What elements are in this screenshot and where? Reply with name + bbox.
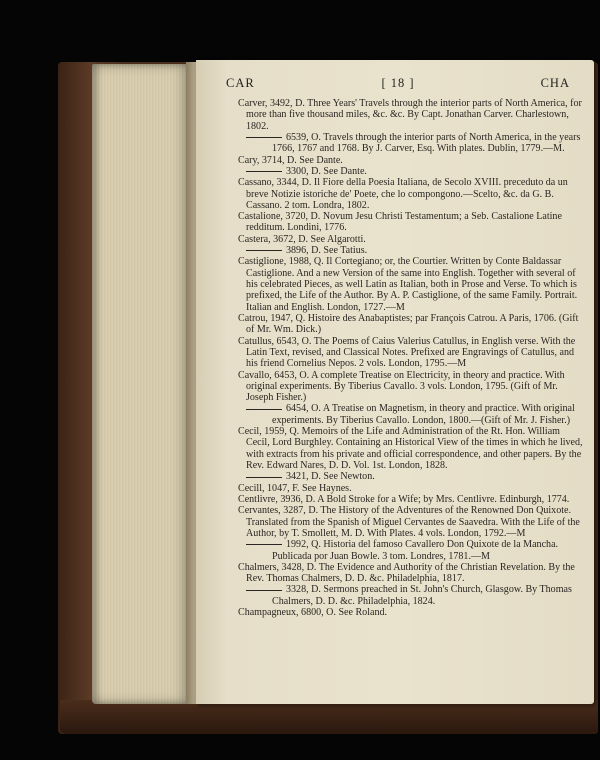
entry-text: 3896, D. See Tatius. [286,245,368,257]
catalog-entry-continuation [238,132,584,155]
catalog-entries [238,98,584,618]
entry-text: Castiglione, 1988, Q. Il Cortegiano; or, the Courtier. Written by Conte Baldassar Castiglione. And a new Version of the same into English. Together with several of his celebrated Pieces, as well Latin as Italian, both in Prose and Verse. To which is prefixed, the Life of the Author. By A. P. Castiglione, of the same Family. Portrait. Italian and English. London, 1727.—M [238,256,578,313]
ditto-rule [246,544,282,545]
entry-text: Champagneux, 6800, O. See Roland. [238,607,388,619]
entry-text: 3421, D. See Newton. [286,471,375,483]
ditto-rule [246,477,282,478]
page-header [226,76,570,94]
entry-text: Cecill, 1047, F. See Haynes. [238,482,352,494]
catalog-entry-continuation [238,584,584,607]
entry-text: 6539, O. Travels through the interior parts of North America, in the years 1766, 1767 and 1768. By J. Carver, Esq. With plates. Dublin, 1779.—M. [272,131,581,155]
catalog-entry [238,155,584,166]
catalog-entry [238,313,584,336]
ditto-rule [246,590,282,591]
ditto-rule [246,250,282,251]
catalog-entry [238,607,584,618]
catalog-entry [238,370,584,404]
catalog-entry [238,211,584,234]
entry-text: Centlivre, 3936, D. A Bold Stroke for a Wife; by Mrs. Centlivre. Edinburgh, 1774. [238,493,570,505]
entry-text: 3300, D. See Dante. [286,165,367,177]
catalog-entry [238,483,584,494]
entry-text: Cary, 3714, D. See Dante. [238,154,343,166]
catalog-entry-continuation [238,245,584,256]
catalog-entry [238,234,584,245]
catalog-entry-continuation [238,471,584,482]
entry-text: 3328, D. Sermons preached in St. John's Church, Glasgow. By Thomas Chalmers, D. D. &c. Philadelphia, 1824. [272,584,572,607]
entry-text: Cervantes, 3287, D. The History of the Adventures of the Renowned Don Quixote. Translated from the Spanish of Miguel Cervantes de Saavedra. With the Life of the Author, by T. Smollett, M. D. With Plates. 4 vols. London, 1792.—M [238,505,580,539]
entry-text: Cavallo, 6453, O. A complete Treatise on Electricity, in theory and practice. With original experiments. By Tiberius Cavallo. 3 vols. London, 1795. (Gift of Mr. Joseph Fisher.) [238,369,565,404]
entry-text: Castalione, 3720, D. Novum Jesu Christi Testamentum; a Seb. Castalione Latine redditum. Londini, 1776. [238,211,562,234]
ditto-rule [246,137,282,138]
catalog-entry [238,177,584,211]
entry-text: Cassano, 3344, D. Il Fiore della Poesia Italiana, de Secolo XVIII. preceduto da un breve Notizie istoriche de' Poete, che lo compongono.—Scelto, &c. da G. B. Cassano. 2 tom. Londra, 1802. [238,177,568,211]
catalog-entry [238,562,584,585]
catalog-entry-continuation [238,166,584,177]
entry-text: Cecil, 1959, Q. Memoirs of the Life and Administration of the Rt. Hon. William Cecil, Lord Burghley. Containing an Historical View of the times in which he lived, with extracts from his private and official correspondence, and other papers. By the Rev. Edward Nares, D. D. Vol. 1st. London, 1828. [238,426,583,471]
entry-text: Chalmers, 3428, D. The Evidence and Authority of the Christian Revelation. By the Rev. Thomas Chalmers, D. D. &c. Philadelphia, 1817. [238,561,575,585]
ditto-rule [246,171,282,172]
book-cover-bottom [60,700,598,734]
catalog-entry [238,256,584,313]
entry-text: Castera, 3672, D. See Algarotti. [238,233,366,245]
entry-text: Catullus, 6543, O. The Poems of Caius Valerius Catullus, in English verse. With the Latin Text, revised, and Classical Notes. Prefixed are Engravings of Catullus, and his friend Cornelius Nepos. 2 vols. London, 1795.—M [238,335,576,370]
book-page [196,60,594,704]
page-number: [ 18 ] [381,76,415,90]
catalog-entry [238,505,584,539]
ditto-rule [246,409,282,410]
running-head-right: CHA [540,76,570,90]
catalog-entry-continuation [238,539,584,562]
page-edges [92,64,192,704]
entry-text: Carver, 3492, D. Three Years' Travels through the interior parts of North America, for more than five thousand miles, &c. &c. By Capt. Jonathan Carver. Charlestown, 1802. [238,98,582,132]
catalog-entry [238,98,584,132]
entry-text: 6454, O. A Treatise on Magnetism, in theory and practice. With original experiments. By Tiberius Cavallo. London, 1800.—(Gift of Mr. J. Fisher.) [272,403,575,426]
catalog-entry [238,494,584,505]
running-head-left: CAR [226,76,255,90]
catalog-entry-continuation [238,403,584,426]
entry-text: Catrou, 1947, Q. Histoire des Anabaptistes; par François Catrou. A Paris, 1706. (Gift of Mr. Wm. Dick.) [238,312,579,336]
entry-text: 1992, Q. Historia del famoso Cavallero Don Quixote de la Mancha. Publicada por Juan Bowle. 3 tom. Londres, 1781.—M [272,539,559,562]
catalog-entry [238,336,584,370]
catalog-entry [238,426,584,471]
